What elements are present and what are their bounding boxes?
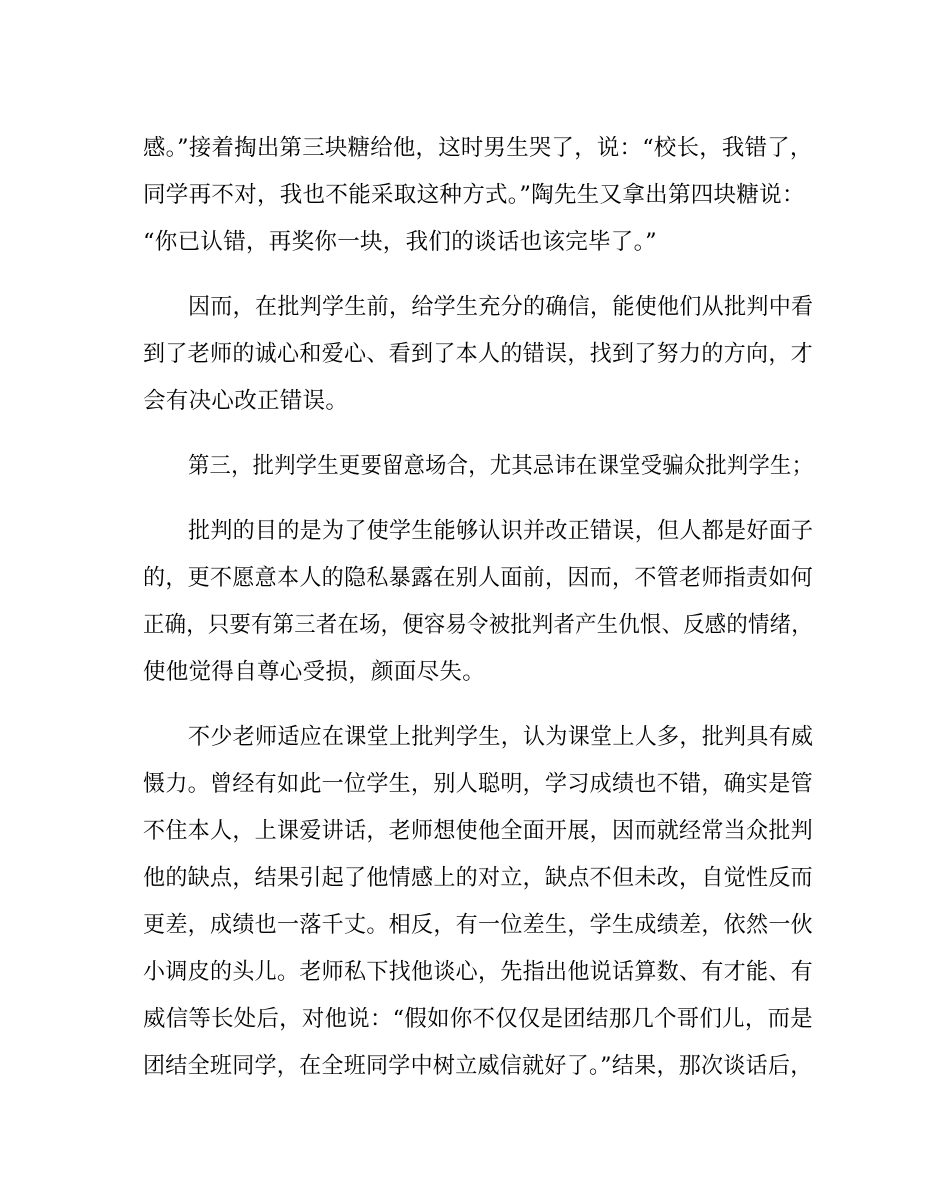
paragraph-first-line: 第三，批判学生更要留意场合，尤其忌讳在课堂受骗众批判学生； (188, 453, 814, 479)
text-line: 不住本人，上课爱讲话，老师想使他全面开展，因而就经常当众批判 (143, 818, 813, 844)
text-line: 他的缺点，结果引起了他情感上的对立，缺点不但未改，自觉性反而 (143, 865, 813, 891)
text-line: 同学再不对，我也不能采取这种方式。”陶先生又拿出第四块糖说： (143, 182, 805, 208)
text-line: 正确，只要有第三者在场，便容易令被批判者产生仇恨、反感的情绪， (143, 612, 813, 638)
text-line: 慑力。曾经有如此一位学生，别人聪明，学习成绩也不错，确实是管 (143, 771, 813, 797)
text-line: “你已认错，再奖你一块，我们的谈话也该完毕了。” (143, 229, 657, 255)
text-line: 感。”接着掏出第三块糖给他，这时男生哭了，说：“校长，我错了， (143, 135, 813, 161)
paragraph-first-line: 不少老师适应在课堂上批判学生，认为课堂上人多，批判具有威 (188, 724, 814, 750)
text-line: 团结全班同学，在全班同学中树立威信就好了。”结果，那次谈话后， (143, 1053, 813, 1079)
paragraph-first-line: 批判的目的是为了使学生能够认识并改正错误，但人都是好面子 (188, 518, 814, 544)
paragraph-first-line: 因而，在批判学生前，给学生充分的确信，能使他们从批判中看 (188, 294, 814, 320)
text-line: 小调皮的头儿。老师私下找他谈心，先指出他说话算数、有才能、有 (143, 959, 813, 985)
text-line: 使他觉得自尊心受损，颜面尽失。 (143, 659, 486, 685)
text-line: 的，更不愿意本人的隐私暴露在别人面前，因而，不管老师指责如何 (143, 565, 813, 591)
text-line: 会有决心改正错误。 (143, 388, 349, 414)
text-line: 到了老师的诚心和爱心、看到了本人的错误，找到了努力的方向，才 (143, 341, 813, 367)
text-line: 更差，成绩也一落千丈。相反，有一位差生，学生成绩差，依然一伙 (143, 912, 813, 938)
text-line: 威信等长处后，对他说：“假如你不仅仅是团结那几个哥们儿，而是 (143, 1006, 813, 1032)
